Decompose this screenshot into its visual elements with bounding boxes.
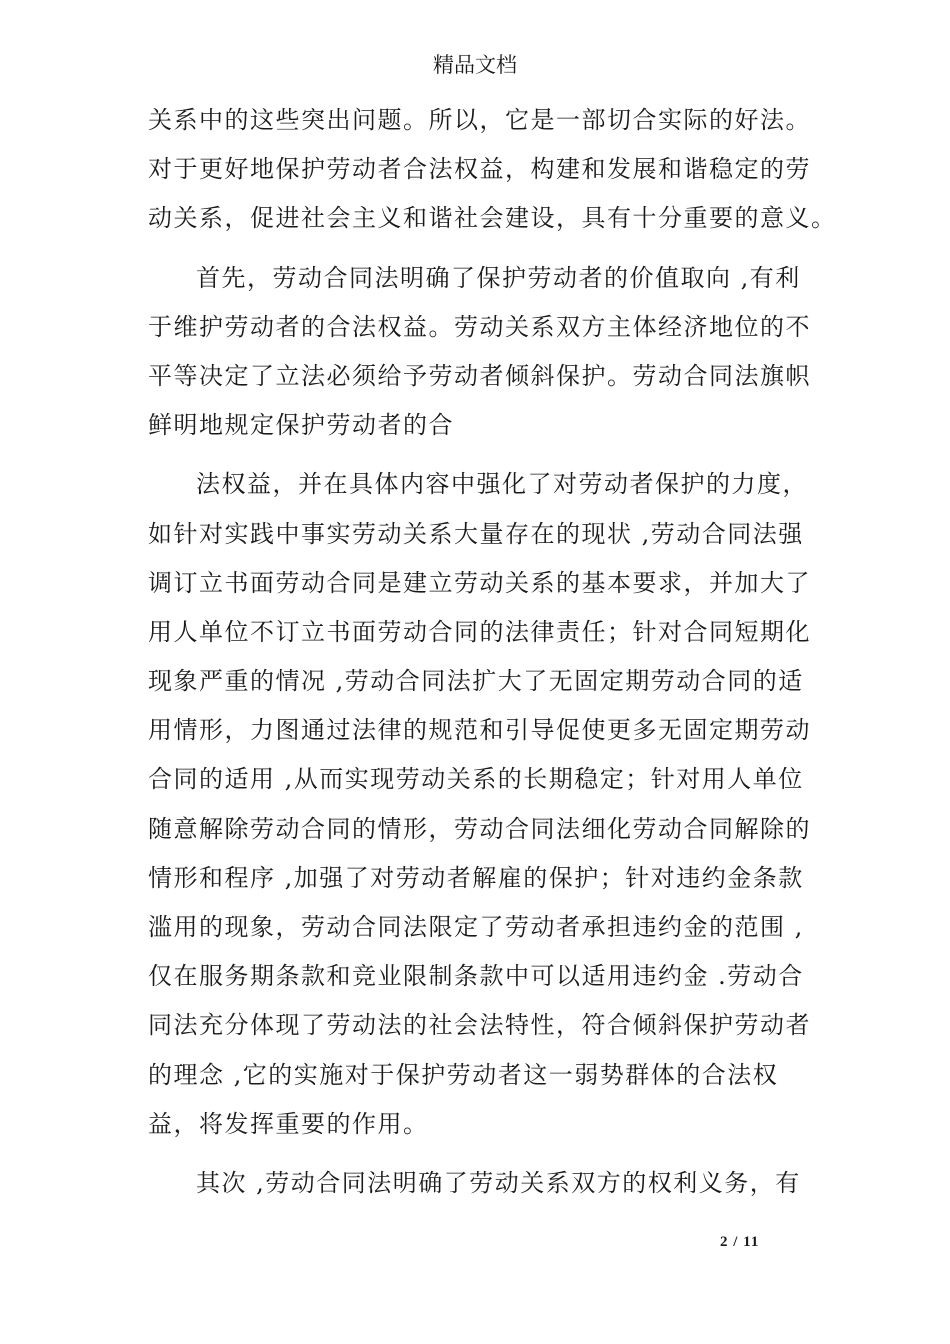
- text-line: 现象严重的情况 ,劳动合同法扩大了无固定期劳动合同的适: [148, 667, 804, 696]
- page-number: 2 / 11: [720, 1234, 760, 1250]
- paragraph: [148, 460, 811, 1149]
- text-line: 关系中的这些突出问题。所以，它是一部切合实际的好法。: [148, 106, 811, 134]
- text-line: 其次 ,劳动合同法明确了劳动关系双方的权利义务，有: [196, 1168, 801, 1197]
- text-line: 的理念 ,它的实施对于保护劳动者这一弱势群体的合法权: [148, 1060, 779, 1089]
- page-header: 精品文档: [433, 53, 517, 77]
- paragraph: [148, 96, 837, 244]
- text-line: 仅在服务期条款和竞业限制条款中可以适用违约金 .劳动合: [148, 962, 804, 991]
- text-line: 于维护劳动者的合法权益。劳动关系双方主体经济地位的不: [148, 312, 811, 341]
- text-line: 鲜明地规定保护劳动者的合: [148, 411, 454, 440]
- paragraph: [148, 1159, 808, 1208]
- document-body: [148, 96, 837, 1208]
- text-line: 用人单位不订立书面劳动合同的法律责任；针对合同短期化: [148, 617, 811, 646]
- text-line: 同法充分体现了劳动法的社会法特性，符合倾斜保护劳动者: [148, 1011, 811, 1040]
- text-line: 调订立书面劳动合同是建立劳动关系的基本要求，并加大了: [148, 568, 811, 597]
- text-line: 益，将发挥重要的作用。: [148, 1109, 429, 1138]
- text-line: 滥用的现象，劳动合同法限定了劳动者承担违约金的范围 ,: [148, 913, 804, 941]
- paragraph: [148, 254, 811, 451]
- text-line: 动关系，促进社会主义和谐社会建设，具有十分重要的意义。: [148, 204, 837, 233]
- text-line: 如针对实践中事实劳动关系大量存在的现状 ,劳动合同法强: [148, 519, 804, 548]
- text-line: 平等决定了立法必须给予劳动者倾斜保护。劳动合同法旗帜: [148, 361, 811, 390]
- text-line: 随意解除劳动合同的情形，劳动合同法细化劳动合同解除的: [148, 814, 811, 843]
- text-line: 合同的适用 ,从而实现劳动关系的长期稳定；针对用人单位: [148, 765, 804, 794]
- text-line: 法权益，并在具体内容中强化了对劳动者保护的力度，: [196, 470, 808, 499]
- text-line: 首先，劳动合同法明确了保护劳动者的价值取向 ,有利: [196, 263, 801, 292]
- text-line: 对于更好地保护劳动者合法权益，构建和发展和谐稳定的劳: [148, 155, 811, 184]
- text-line: 用情形，力图通过法律的规范和引导促使更多无固定期劳动: [148, 716, 811, 745]
- text-line: 情形和程序 ,加强了对劳动者解雇的保护；针对违约金条款: [148, 863, 804, 892]
